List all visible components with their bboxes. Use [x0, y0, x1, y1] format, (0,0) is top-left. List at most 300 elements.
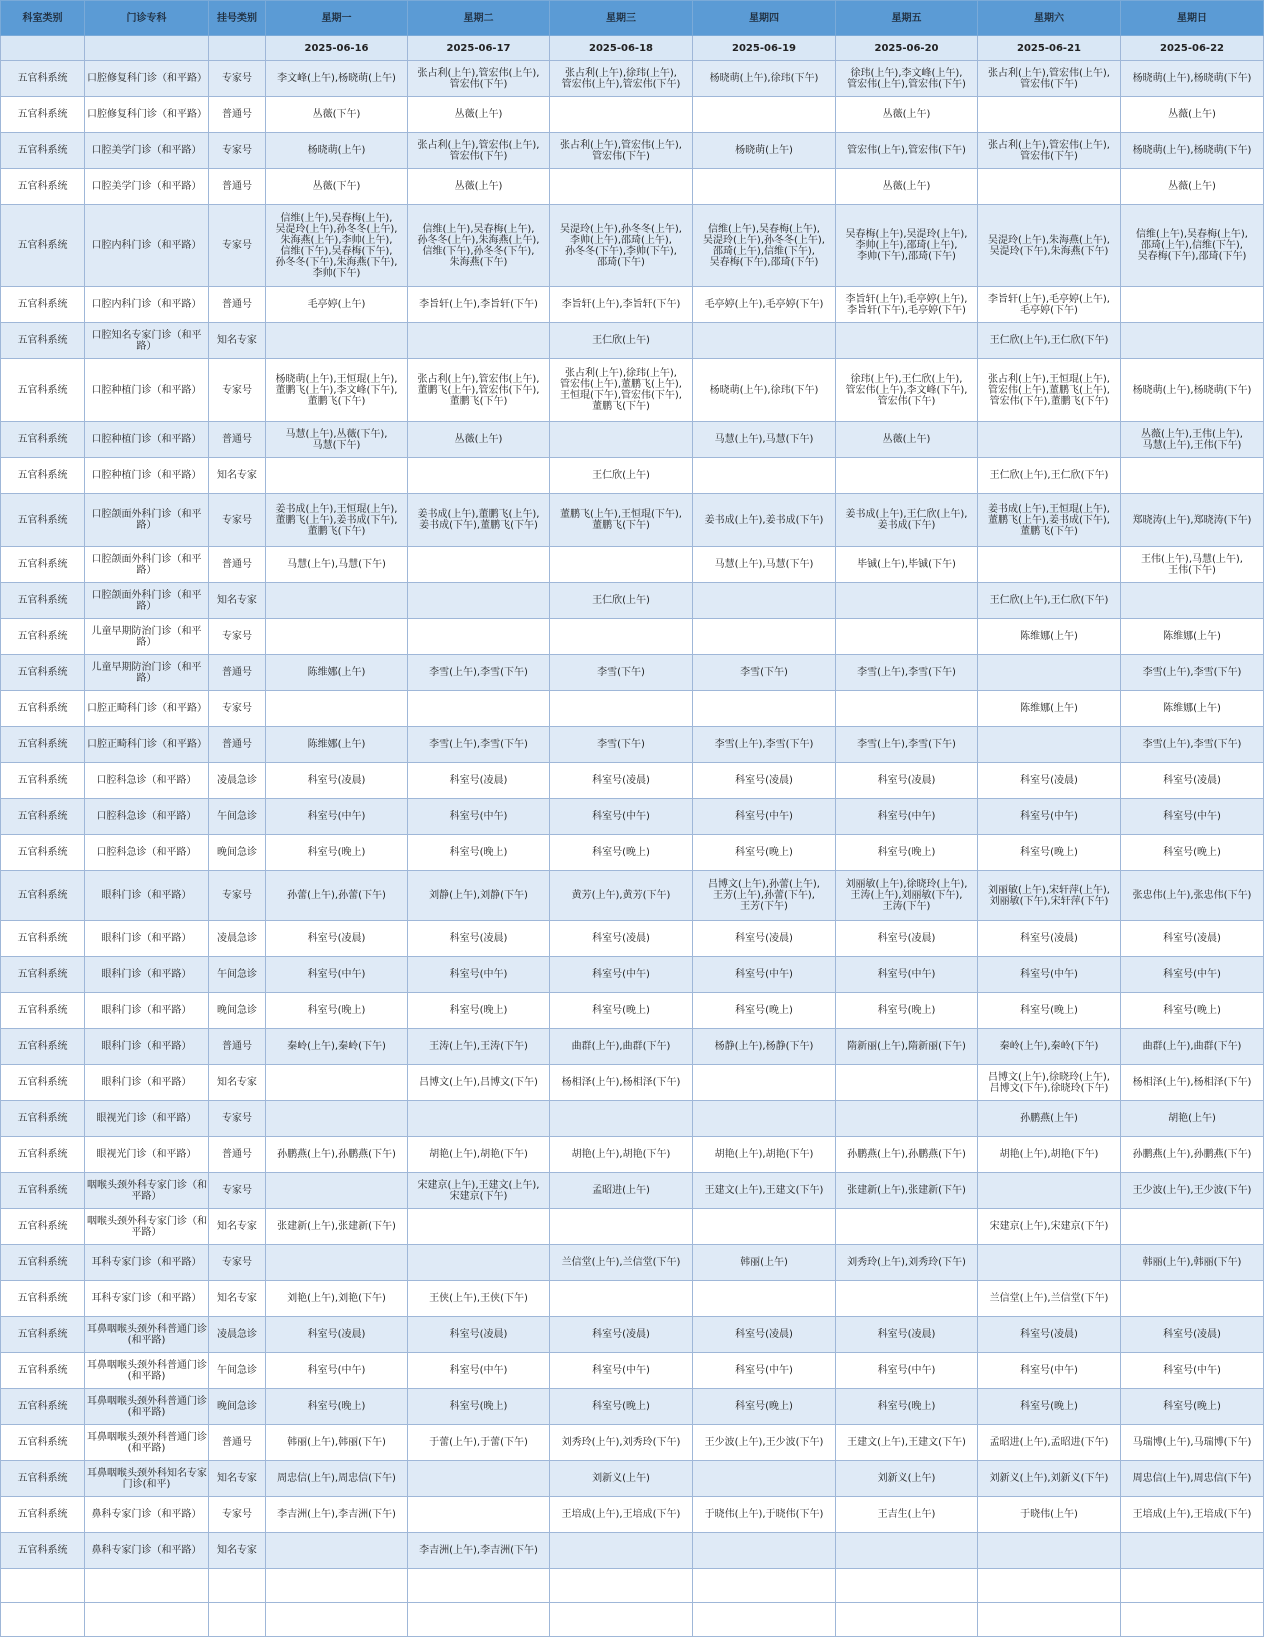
clinic-cell: [85, 655, 209, 691]
friday-cell: [836, 547, 978, 583]
wednesday-cell: [550, 1425, 693, 1461]
cell-text: 科室号(凌晨): [592, 933, 650, 944]
cell-text: 五官科系统: [17, 1365, 68, 1376]
empty-cell: [550, 1603, 693, 1637]
cell-text: 耳鼻咽喉头颈外科知名专家: [87, 1467, 207, 1479]
monday-cell: [266, 1497, 408, 1533]
cell-text: 马慧(下午): [312, 439, 361, 451]
clinic-cell: [85, 763, 209, 799]
cell-text: 科室号(晚上): [1020, 1401, 1078, 1412]
sunday-cell: [1121, 619, 1264, 655]
cell-text: 李雪(下午): [597, 667, 645, 678]
sunday-cell: [1121, 61, 1264, 97]
cell-text: 马慧(上午),丛薇(下午),: [285, 428, 388, 440]
wednesday-cell: [550, 871, 693, 921]
tuesday-cell: [408, 727, 550, 763]
wednesday-cell: [550, 921, 693, 957]
wednesday-cell: [550, 1281, 693, 1317]
cell-text: 科室号(晚上): [307, 1005, 366, 1016]
cell-text: 五官科系统: [17, 1545, 68, 1556]
department-category-cell: [1, 1101, 85, 1137]
cell-text: 管宏伟(下午): [877, 395, 936, 407]
cell-text: 科室号(凌晨): [735, 775, 793, 786]
cell-text: 五官科系统: [17, 1185, 68, 1196]
empty-cell: [85, 1603, 209, 1637]
cell-text: 科室号(中午): [307, 969, 366, 980]
friday-cell: [836, 655, 978, 691]
sunday-cell: [1121, 359, 1264, 422]
cell-text: 科室号(中午): [735, 969, 793, 980]
sunday-cell: [1121, 1029, 1264, 1065]
clinic-cell: [85, 494, 209, 547]
sunday-cell: [1121, 835, 1264, 871]
cell-text: 科室号(凌晨): [1163, 1329, 1221, 1340]
tuesday-cell: [408, 1029, 550, 1065]
cell-text: 科室号(中午): [735, 1365, 793, 1376]
department-category-cell: [1, 1389, 85, 1425]
cell-text: 马慧(上午),马慧(下午): [714, 559, 814, 570]
registration-type-cell: [209, 1425, 266, 1461]
cell-text: 普通号: [222, 1041, 252, 1052]
thursday-cell: [693, 835, 836, 871]
cell-text: 科室号(凌晨): [592, 775, 650, 786]
table-row: [1, 133, 1264, 169]
cell-text: 五官科系统: [17, 775, 68, 786]
cell-text: 刘丽敏(上午),宋轩萍(上午),: [988, 884, 1110, 896]
cell-text: 吕博文(上午),孙蕾(上午),: [708, 879, 820, 890]
wednesday-cell: [550, 133, 693, 169]
tuesday-cell: [408, 1281, 550, 1317]
cell-text: 五官科系统: [17, 1509, 68, 1520]
cell-text: 丛薇(上午),王伟(上午),: [1141, 428, 1243, 440]
thursday-cell: [693, 1497, 836, 1533]
tuesday-cell: [408, 422, 550, 458]
sunday-cell: [1121, 1425, 1264, 1461]
cell-text: 五官科系统: [17, 1149, 68, 1160]
cell-text: 邵琦(上午),信维(下午),: [1141, 240, 1243, 251]
cell-text: 科室号(凌晨): [1020, 933, 1078, 944]
table-row: [1, 494, 1264, 547]
cell-text: 王涛(下午): [882, 901, 931, 912]
table-row: [1, 921, 1264, 957]
thursday-cell: [693, 1317, 836, 1353]
cell-text: 科室号(凌晨): [1020, 775, 1078, 786]
thursday-cell: [693, 494, 836, 547]
cell-text: 科室号(晚上): [1020, 847, 1078, 858]
cell-text: 眼科门诊（和平路）: [101, 1041, 192, 1052]
empty-cell: [209, 1569, 266, 1603]
department-category-cell: [1, 763, 85, 799]
cell-text: 王仁欣(上午): [592, 470, 650, 481]
friday-cell: [836, 323, 978, 359]
cell-text: 邵琦(上午),信维(下午),: [713, 245, 815, 257]
cell-text: 杨晓萌(上午),杨晓萌(下午): [1132, 384, 1252, 396]
registration-type-cell: [209, 61, 266, 97]
cell-text: 陈维娜(上午): [1020, 631, 1078, 642]
date-cell: 2025-06-19: [693, 36, 836, 61]
table-row: [1, 1497, 1264, 1533]
wednesday-cell: [550, 1209, 693, 1245]
cell-text: 胡艳(上午),胡艳(下午): [429, 1149, 528, 1160]
cell-text: 科室号(晚上): [735, 1005, 793, 1016]
sunday-cell: [1121, 1209, 1264, 1245]
cell-text: 科室号(中午): [1163, 1365, 1221, 1376]
cell-text: 宋建京(下午): [449, 1190, 508, 1202]
cell-text: 知名专家: [217, 1473, 257, 1484]
cell-text: 五官科系统: [17, 933, 68, 944]
registration-type-cell: [209, 1029, 266, 1065]
cell-text: 科室号(中午): [307, 1365, 366, 1376]
thursday-cell: [693, 921, 836, 957]
cell-text: 科室号(晚上): [1163, 847, 1221, 858]
tuesday-cell: [408, 1137, 550, 1173]
cell-text: 杨晓萌(上午): [735, 145, 793, 156]
cell-text: 秦岭(上午),秦岭(下午): [999, 1041, 1099, 1052]
sunday-cell: [1121, 422, 1264, 458]
tuesday-cell: [408, 133, 550, 169]
cell-text: 科室号(中午): [592, 1365, 650, 1376]
friday-cell: [836, 169, 978, 205]
sunday-cell: [1121, 458, 1264, 494]
cell-text: 科室号(中午): [449, 1365, 508, 1376]
friday-cell: [836, 835, 978, 871]
cell-text: 晚间急诊: [217, 1401, 257, 1412]
cell-text: 五官科系统: [17, 1473, 68, 1484]
empty-cell: [550, 1569, 693, 1603]
clinic-cell: [85, 1245, 209, 1281]
wednesday-cell: [550, 97, 693, 133]
cell-text: 五官科系统: [17, 890, 68, 901]
cell-text: 午间急诊: [217, 811, 257, 822]
table-row: [1, 1461, 1264, 1497]
friday-cell: [836, 205, 978, 287]
sunday-cell: [1121, 287, 1264, 323]
sunday-cell: [1121, 205, 1264, 287]
cell-text: 口腔科急诊（和平路）: [96, 811, 197, 822]
monday-cell: [266, 133, 408, 169]
cell-text: 李雪(上午),李雪(下午): [429, 739, 528, 750]
table-row: [1, 1137, 1264, 1173]
wednesday-cell: [550, 422, 693, 458]
saturday-cell: [978, 422, 1121, 458]
wednesday-cell: [550, 1497, 693, 1533]
saturday-cell: [978, 1317, 1121, 1353]
thursday-cell: [693, 1065, 836, 1101]
department-category-cell: [1, 957, 85, 993]
empty-row: [1, 1603, 1264, 1637]
tuesday-cell: [408, 763, 550, 799]
cell-text: 孙鹏燕(上午),孙鹏燕(下午): [1132, 1149, 1252, 1160]
department-category-cell: [1, 1497, 85, 1533]
cell-text: 五官科系统: [17, 73, 68, 84]
cell-text: 信维(上午),吴春梅(上午),: [422, 223, 535, 235]
cell-text: 路）: [136, 520, 157, 531]
monday-cell: [266, 1317, 408, 1353]
cell-text: 刘静(上午),刘静(下午): [429, 890, 528, 901]
table-row: [1, 323, 1264, 359]
cell-text: 王建文(上午),王建文(下午): [847, 1437, 966, 1448]
cell-text: 姜书成(上午),王仁欣(上午),: [845, 509, 968, 520]
friday-cell: [836, 1533, 978, 1569]
saturday-cell: [978, 133, 1121, 169]
cell-text: 李雪(下午): [740, 667, 788, 678]
cell-text: 专家号: [222, 73, 252, 84]
empty-cell: [978, 1603, 1121, 1637]
saturday-cell: [978, 1029, 1121, 1065]
cell-text: (和平路): [127, 1442, 166, 1454]
cell-text: 口腔修复科门诊（和平路）: [87, 109, 207, 120]
monday-cell: [266, 655, 408, 691]
cell-text: 丛薇(上午): [1168, 109, 1216, 120]
wednesday-cell: [550, 1389, 693, 1425]
friday-cell: [836, 871, 978, 921]
saturday-cell: [978, 61, 1121, 97]
monday-cell: [266, 547, 408, 583]
cell-text: 黄芳(上午),黄芳(下午): [571, 890, 671, 901]
department-category-cell: [1, 1245, 85, 1281]
cell-text: 张占利(上午),管宏伟(上午),: [988, 67, 1110, 79]
wednesday-cell: [550, 1137, 693, 1173]
cell-text: 杨相泽(上午),杨相泽(下午): [561, 1077, 681, 1088]
cell-text: (和平路): [127, 1370, 166, 1382]
cell-text: 口腔颌面外科门诊（和平: [91, 553, 202, 565]
cell-text: 杨晓萌(上午),王恒琨(上午),: [275, 373, 398, 385]
table-row: [1, 655, 1264, 691]
saturday-cell: [978, 1065, 1121, 1101]
thursday-cell: [693, 1209, 836, 1245]
wednesday-cell: [550, 359, 693, 422]
cell-text: 管宏伟(下午),董鹏飞(下午): [989, 395, 1109, 407]
cell-text: 兰信堂(上午),兰信堂(下午): [561, 1257, 681, 1268]
registration-type-cell: [209, 1353, 266, 1389]
cell-text: 陈维娜(上午): [1020, 703, 1078, 714]
cell-text: 专家号: [222, 1257, 252, 1268]
cell-text: 刘秀玲(上午),刘秀玲(下午): [561, 1437, 681, 1448]
cell-text: 普通号: [222, 434, 252, 445]
cell-text: 董鹏飞(下午): [592, 401, 650, 412]
date-cell: 2025-06-21: [978, 36, 1121, 61]
cell-text: 曲群(上午),曲群(下午): [1142, 1041, 1242, 1052]
cell-text: 刘丽敏(上午),徐晓玲(上午),: [845, 879, 968, 890]
friday-cell: [836, 422, 978, 458]
cell-text: 口腔种植门诊（和平路）: [91, 384, 202, 396]
clinic-cell: [85, 1137, 209, 1173]
table-row: [1, 205, 1264, 287]
friday-cell: [836, 359, 978, 422]
cell-text: 孙鹏燕(上午),孙鹏燕(下午): [847, 1149, 966, 1160]
cell-text: 五官科系统: [17, 1437, 68, 1448]
cell-text: 韩丽(上午),韩丽(下午): [1142, 1257, 1242, 1268]
cell-text: 口腔内科门诊（和平路）: [91, 240, 202, 251]
department-category-cell: [1, 205, 85, 287]
tuesday-cell: [408, 993, 550, 1029]
cell-text: (和平路): [127, 1406, 166, 1418]
cell-text: 孙蕾(上午),孙蕾(下午): [287, 890, 386, 901]
cell-text: 科室号(中午): [307, 811, 366, 822]
cell-text: 吴春梅(上午),吴湜玲(上午),: [845, 229, 968, 240]
cell-text: 眼科门诊（和平路）: [101, 969, 192, 980]
cell-text: 董鹏飞(上午),王恒琨(下午),: [560, 509, 682, 520]
sunday-cell: [1121, 1065, 1264, 1101]
registration-type-cell: [209, 871, 266, 921]
monday-cell: [266, 1209, 408, 1245]
saturday-cell: [978, 835, 1121, 871]
cell-text: 宋建京(上午),宋建京(下午): [989, 1221, 1109, 1232]
cell-text: 五官科系统: [17, 299, 68, 310]
registration-type-cell: [209, 1209, 266, 1245]
department-category-cell: [1, 359, 85, 422]
cell-text: 董鹏飞(上午),姜书成(下午),: [275, 514, 398, 526]
friday-cell: [836, 1065, 978, 1101]
wednesday-cell: [550, 1533, 693, 1569]
empty-cell: [1121, 1603, 1264, 1637]
clinic-cell: [85, 727, 209, 763]
cell-text: 胡艳(上午),胡艳(下午): [999, 1149, 1099, 1160]
cell-text: 孟昭进(上午): [592, 1185, 650, 1196]
cell-text: 知名专家: [217, 470, 257, 481]
cell-text: 凌晨急诊: [217, 933, 257, 944]
clinic-cell: [85, 61, 209, 97]
saturday-cell: [978, 359, 1121, 422]
clinic-cell: [85, 871, 209, 921]
tuesday-cell: [408, 494, 550, 547]
registration-type-cell: [209, 993, 266, 1029]
saturday-cell: [978, 619, 1121, 655]
tuesday-cell: [408, 1209, 550, 1245]
thursday-cell: [693, 1353, 836, 1389]
saturday-cell: [978, 169, 1121, 205]
cell-text: 科室号(中午): [877, 811, 936, 822]
sunday-cell: [1121, 993, 1264, 1029]
column-header-6: 星期四: [693, 1, 836, 36]
cell-text: 王芳(下午): [740, 901, 788, 912]
table-row: [1, 97, 1264, 133]
wednesday-cell: [550, 1461, 693, 1497]
cell-text: 董鹏飞(上午),李文峰(下午),: [275, 384, 398, 396]
cell-text: 马瑞博(上午),马瑞博(下午): [1132, 1437, 1252, 1448]
cell-text: 科室号(凌晨): [877, 1329, 936, 1340]
clinic-cell: [85, 1317, 209, 1353]
friday-cell: [836, 583, 978, 619]
cell-text: 毕铖(上午),毕铖(下午): [857, 559, 956, 570]
registration-type-cell: [209, 458, 266, 494]
registration-type-cell: [209, 323, 266, 359]
cell-text: 管宏伟(上午),管宏伟(下午): [847, 145, 966, 156]
cell-text: 朱海燕(上午),李帅(上午),: [280, 234, 393, 246]
cell-text: 科室号(晚上): [449, 1005, 508, 1016]
cell-text: 科室号(晚上): [307, 847, 366, 858]
cell-text: 口腔颌面外科门诊（和平: [91, 589, 202, 601]
cell-text: 门诊(和平): [122, 1478, 171, 1490]
cell-text: 知名专家: [217, 1293, 257, 1304]
thursday-cell: [693, 359, 836, 422]
cell-text: 口腔美学门诊（和平路）: [91, 145, 202, 156]
cell-text: 耳科专家门诊（和平路）: [91, 1293, 202, 1304]
cell-text: 刘秀玲(上午),刘秀玲(下午): [847, 1257, 966, 1268]
cell-text: 眼科门诊（和平路）: [101, 1077, 192, 1088]
monday-cell: [266, 993, 408, 1029]
wednesday-cell: [550, 169, 693, 205]
cell-text: 李雪(上午),李雪(下午): [857, 739, 956, 750]
cell-text: 徐玮(上午),李文峰(上午),: [850, 67, 963, 79]
cell-text: 信维(上午),吴春梅(上午),: [708, 223, 820, 235]
clinic-cell: [85, 799, 209, 835]
cell-text: 普通号: [222, 667, 252, 678]
cell-text: 科室号(凌晨): [307, 775, 366, 786]
department-category-cell: [1, 1461, 85, 1497]
clinic-cell: [85, 1497, 209, 1533]
cell-text: 管宏伟(下午): [592, 150, 650, 162]
cell-text: 五官科系统: [17, 667, 68, 678]
cell-text: 五官科系统: [17, 1041, 68, 1052]
cell-text: 鼻科专家门诊（和平路）: [91, 1545, 202, 1556]
cell-text: 李雪(上午),李雪(下午): [714, 739, 814, 750]
cell-text: 知名专家: [217, 595, 257, 606]
clinic-cell: [85, 921, 209, 957]
clinic-cell: [85, 1173, 209, 1209]
cell-text: 五官科系统: [17, 514, 68, 526]
cell-text: 宋建京(上午),王建文(上午),: [417, 1179, 540, 1191]
saturday-cell: [978, 1209, 1121, 1245]
registration-type-cell: [209, 169, 266, 205]
wednesday-cell: [550, 547, 693, 583]
department-category-cell: [1, 1209, 85, 1245]
cell-text: 李旨轩(下午),毛亭婷(下午): [847, 304, 966, 316]
cell-text: 科室号(晚上): [1020, 1005, 1078, 1016]
sunday-cell: [1121, 1317, 1264, 1353]
cell-text: 口腔知名专家门诊（和平: [91, 329, 202, 341]
clinic-cell: [85, 323, 209, 359]
cell-text: 科室号(中午): [1020, 811, 1078, 822]
cell-text: 姜书成(下午): [877, 520, 936, 531]
wednesday-cell: [550, 494, 693, 547]
cell-text: 口腔正畸科门诊（和平路）: [87, 703, 207, 714]
saturday-cell: [978, 458, 1121, 494]
cell-text: 丛薇(上午): [454, 434, 503, 445]
wednesday-cell: [550, 835, 693, 871]
cell-text: 路）: [136, 340, 157, 352]
header-row: [1, 1, 1264, 36]
cell-text: 韩丽(上午): [740, 1257, 788, 1268]
sunday-cell: [1121, 169, 1264, 205]
cell-text: 丛薇(上午): [882, 181, 931, 192]
table-row: [1, 691, 1264, 727]
department-category-cell: [1, 422, 85, 458]
registration-type-cell: [209, 727, 266, 763]
department-category-cell: [1, 1281, 85, 1317]
department-category-cell: [1, 921, 85, 957]
wednesday-cell: [550, 957, 693, 993]
cell-text: 于晓伟(上午): [1020, 1509, 1078, 1520]
monday-cell: [266, 583, 408, 619]
cell-text: 口腔种植门诊（和平路）: [91, 470, 202, 481]
cell-text: 陈维娜(上午): [1163, 703, 1221, 714]
friday-cell: [836, 61, 978, 97]
cell-text: 杨相泽(上午),杨相泽(下午): [1132, 1077, 1252, 1088]
cell-text: 王仁欣(上午): [592, 595, 650, 606]
cell-text: 张占利(上午),管宏伟(上午),: [988, 139, 1110, 151]
sunday-cell: [1121, 1461, 1264, 1497]
cell-text: 杨晓萌(上午),徐玮(下午): [709, 384, 819, 396]
cell-text: 科室号(凌晨): [877, 933, 936, 944]
thursday-cell: [693, 691, 836, 727]
monday-cell: [266, 835, 408, 871]
thursday-cell: [693, 727, 836, 763]
registration-type-cell: [209, 921, 266, 957]
department-category-cell: [1, 619, 85, 655]
wednesday-cell: [550, 1029, 693, 1065]
clinic-cell: [85, 359, 209, 422]
